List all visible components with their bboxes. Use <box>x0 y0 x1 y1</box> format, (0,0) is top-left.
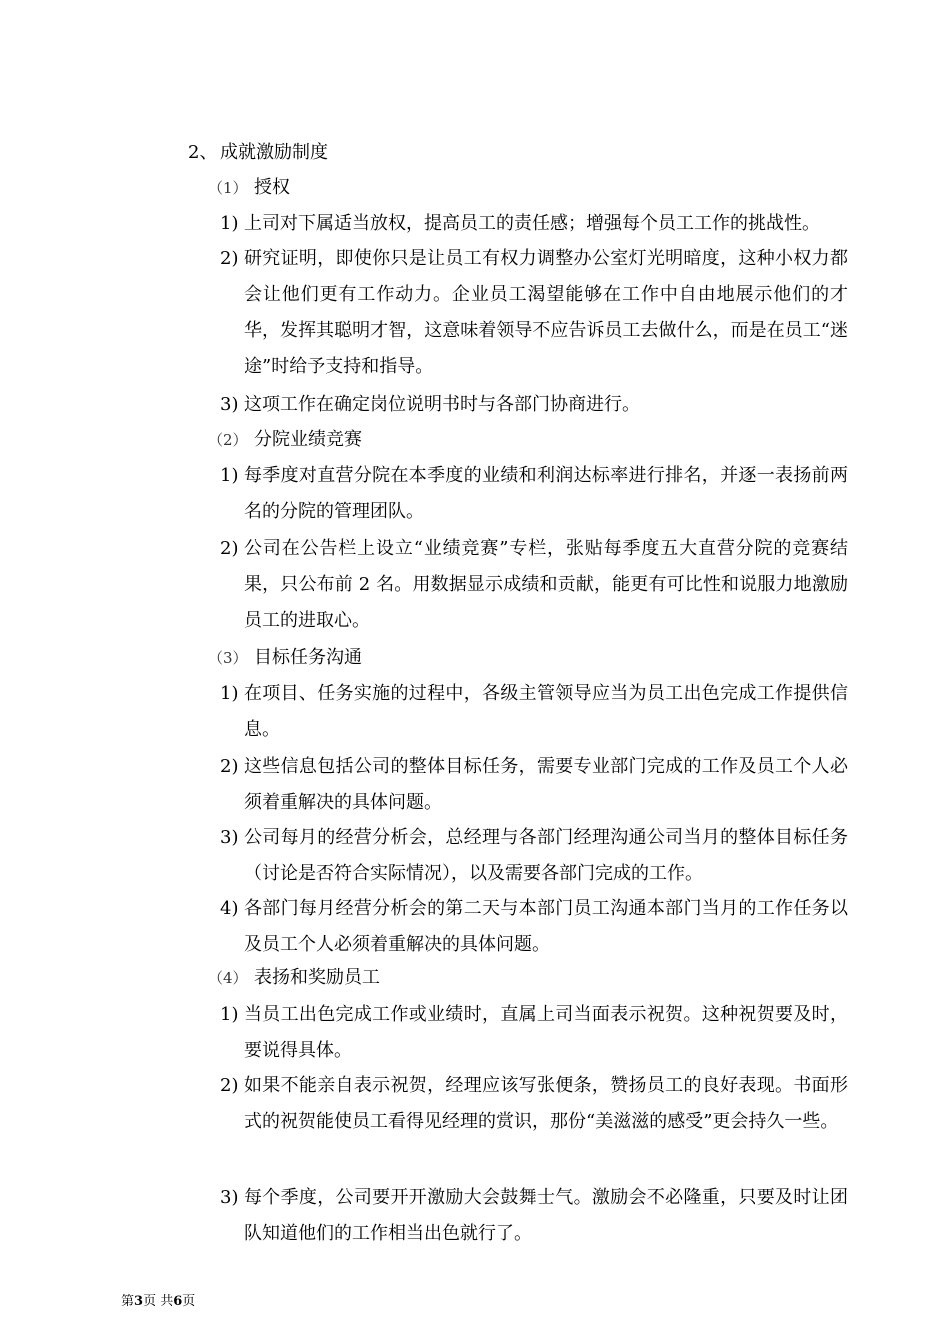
list-marker: 4) <box>220 898 239 919</box>
list-marker: 3) <box>220 827 239 848</box>
list-item-text: 在项目、任务实施的过程中，各级主管领导应当为员工出色完成工作提供信息。 <box>244 683 848 740</box>
list-item-text: 公司每月的经营分析会，总经理与各部门经理沟通公司当月的整体目标任务（讨论是否符合实际情况），以及需要各部门完成的工作。 <box>244 827 848 884</box>
list-item <box>220 820 848 892</box>
list-item <box>220 891 848 963</box>
list-item-text: 每个季度，公司要开开激励大会鼓舞士气。激励会不必隆重，只要及时让团队知道他们的工作相当出色就行了。 <box>244 1187 848 1244</box>
list-item-text: 各部门每月经营分析会的第二天与本部门员工沟通本部门当月的工作任务以及员工个人必须着重解决的具体问题。 <box>244 898 848 955</box>
subsection-title: 目标任务沟通 <box>254 647 362 668</box>
list-item <box>220 206 848 242</box>
section-number: 2、 <box>188 142 218 163</box>
subsection-number: （1） <box>208 179 248 197</box>
footer-suffix: 页 <box>182 1294 196 1309</box>
list-item-text: 这项工作在确定岗位说明书时与各部门协商进行。 <box>244 394 640 415</box>
subsection-heading <box>208 428 362 452</box>
list-item-text: 当员工出色完成工作或业绩时，直属上司当面表示祝贺。这种祝贺要及时，要说得具体。 <box>244 1004 848 1061</box>
list-marker: 2) <box>220 538 239 559</box>
list-item-text: 如果不能亲自表示祝贺，经理应该写张便条，赞扬员工的良好表现。书面形式的祝贺能使员工看得见经理的赏识，那份“美滋滋的感受”更会持久一些。 <box>244 1075 848 1132</box>
list-item <box>220 997 848 1069</box>
section-heading <box>188 141 328 165</box>
list-marker: 2) <box>220 248 239 269</box>
footer-total-pages: 6 <box>173 1294 183 1309</box>
subsection-title: 授权 <box>254 177 290 198</box>
list-item <box>220 1068 848 1140</box>
subsection-number: （3） <box>208 649 248 667</box>
list-marker: 2) <box>220 1075 239 1096</box>
list-marker: 1) <box>220 683 239 704</box>
list-item <box>220 749 848 821</box>
list-marker: 2) <box>220 756 239 777</box>
list-marker: 3) <box>220 1187 239 1208</box>
list-item <box>220 241 848 385</box>
page-footer <box>121 1294 195 1310</box>
section-title: 成就激励制度 <box>220 142 328 163</box>
list-item <box>220 458 848 530</box>
list-item <box>220 1180 848 1252</box>
list-marker: 1) <box>220 1004 239 1025</box>
subsection-heading <box>208 966 380 990</box>
subsection-title: 表扬和奖励员工 <box>254 967 380 988</box>
subsection-number: （4） <box>208 969 248 987</box>
subsection-title: 分院业绩竞赛 <box>254 429 362 450</box>
subsection-heading <box>208 176 290 200</box>
list-marker: 1) <box>220 213 239 234</box>
list-marker: 3) <box>220 394 239 415</box>
list-item-text: 研究证明，即使你只是让员工有权力调整办公室灯光明暗度，这种小权力都会让他们更有工作动力。企业员工渴望能够在工作中自由地展示他们的才华，发挥其聪明才智，这意味着领导不应告诉员工去做什么，而是在员工“迷途”时给予支持和指导。 <box>244 248 848 377</box>
list-item-text: 这些信息包括公司的整体目标任务，需要专业部门完成的工作及员工个人必须着重解决的具体问题。 <box>244 756 848 813</box>
footer-page-number: 3 <box>134 1294 144 1309</box>
list-item <box>220 531 848 639</box>
list-item-text: 公司在公告栏上设立“业绩竞赛”专栏，张贴每季度五大直营分院的竞赛结果，只公布前 2 名。用数据显示成绩和贡献，能更有可比性和说服力地激励员工的进取心。 <box>244 538 848 631</box>
subsection-number: （2） <box>208 431 248 449</box>
subsection-heading <box>208 646 362 670</box>
list-item <box>220 676 848 748</box>
list-item-text: 每季度对直营分院在本季度的业绩和利润达标率进行排名，并逐一表扬前两名的分院的管理团队。 <box>244 465 848 522</box>
list-item-text: 上司对下属适当放权，提高员工的责任感；增强每个员工工作的挑战性。 <box>244 213 820 234</box>
list-marker: 1) <box>220 465 239 486</box>
footer-prefix: 第 <box>121 1294 135 1309</box>
footer-middle: 页 共 <box>143 1294 174 1309</box>
list-item <box>220 387 848 423</box>
